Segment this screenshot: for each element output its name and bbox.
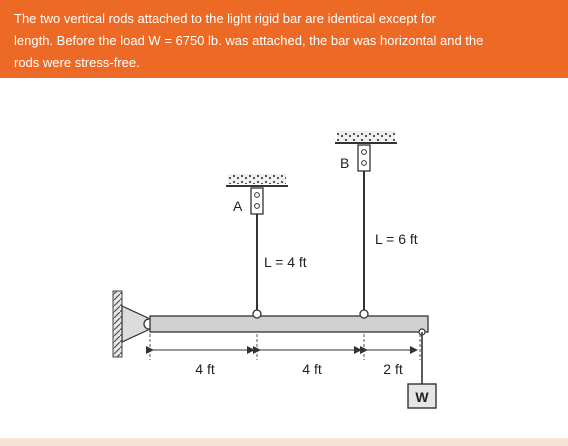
dimension-label-3: 2 ft xyxy=(383,361,403,377)
problem-line-3: rods were stress-free. xyxy=(14,55,140,70)
rod-a-label: A xyxy=(233,198,243,214)
dimension-label-2: 4 ft xyxy=(302,361,322,377)
problem-banner xyxy=(0,0,568,78)
bottom-rule xyxy=(0,438,568,446)
rod-b-label: B xyxy=(340,155,350,171)
rod-a-length: L = 4 ft xyxy=(264,254,307,270)
problem-line-1: The two vertical rods attached to the light rigid bar are identical except for xyxy=(14,11,436,26)
ceiling-a xyxy=(228,174,286,184)
wall-support xyxy=(113,291,122,357)
rod-b-length: L = 6 ft xyxy=(375,231,418,247)
clevis-a xyxy=(251,188,263,214)
ceiling-b xyxy=(337,131,395,141)
problem-line-2: length. Before the load W = 6750 lb. was attached, the bar was horizontal and the xyxy=(14,33,484,48)
rigid-bar-diagram xyxy=(0,78,568,438)
rigid-bar xyxy=(150,316,428,332)
clevis-b xyxy=(358,145,370,171)
figure-area xyxy=(0,78,568,438)
load-label: W xyxy=(415,389,429,405)
dimension-label-1: 4 ft xyxy=(195,361,215,377)
